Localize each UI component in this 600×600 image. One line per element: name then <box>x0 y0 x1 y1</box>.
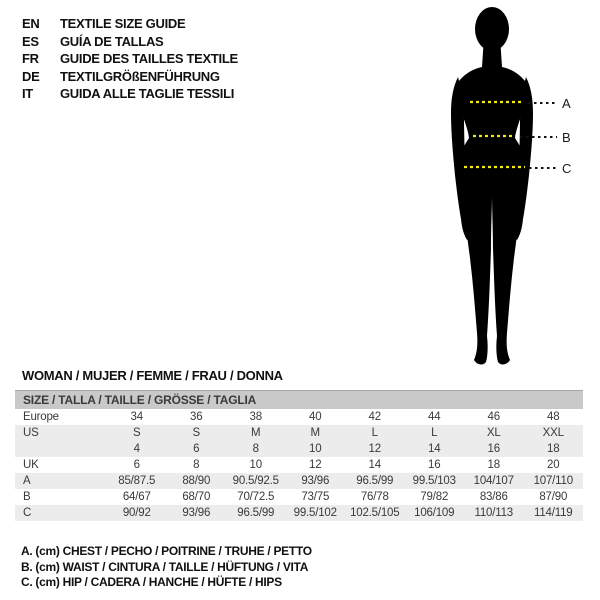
row-label: A <box>23 475 31 487</box>
size-cell: 93/96 <box>301 475 330 487</box>
size-cell: S <box>192 427 200 439</box>
size-cell: 90.5/92.5 <box>232 475 279 487</box>
language-code: IT <box>22 86 33 101</box>
table-row <box>15 505 583 521</box>
size-cell: 10 <box>309 443 322 455</box>
size-cell: S <box>133 427 141 439</box>
size-cell: 14 <box>428 443 441 455</box>
woman-silhouette <box>451 7 533 364</box>
language-row <box>22 85 238 103</box>
legend-item: A. (cm) CHEST / PECHO / POITRINE / TRUHE / PETTO <box>21 544 312 558</box>
language-row <box>22 50 238 68</box>
row-label: Europe <box>23 411 59 423</box>
size-cell: 90/92 <box>122 507 151 519</box>
size-cell: 99.5/102 <box>293 507 337 519</box>
size-cell: 36 <box>190 411 203 423</box>
table-row <box>15 489 583 505</box>
size-cell: 12 <box>368 443 381 455</box>
size-cell: L <box>371 427 378 439</box>
size-cell: 68/70 <box>182 491 211 503</box>
size-table-body <box>15 409 583 521</box>
size-table <box>15 390 583 521</box>
woman-silhouette-figure <box>420 3 585 373</box>
size-cell: 73/75 <box>301 491 330 503</box>
row-label: US <box>23 427 39 439</box>
size-cell: 34 <box>130 411 143 423</box>
size-cell: 96.5/99 <box>237 507 275 519</box>
size-cell: 85/87.5 <box>118 475 156 487</box>
size-cell: 4 <box>133 443 140 455</box>
size-cell: 110/113 <box>474 507 513 519</box>
language-title: TEXTILGRÖßENFÜHRUNG <box>60 68 220 84</box>
table-row <box>15 473 583 489</box>
table-row <box>15 409 583 425</box>
size-cell: 79/82 <box>420 491 449 503</box>
size-cell: 18 <box>487 459 500 471</box>
size-cell: 106/109 <box>414 507 455 519</box>
row-label: B <box>23 491 31 503</box>
size-cell: 114/119 <box>534 507 573 519</box>
size-cell: 46 <box>487 411 500 423</box>
table-row <box>15 457 583 473</box>
size-cell: 104/107 <box>473 475 514 487</box>
legend-item: C. (cm) HIP / CADERA / HANCHE / HÜFTE / HIPS <box>21 575 282 590</box>
size-cell: 76/78 <box>360 491 389 503</box>
size-cell: 6 <box>133 459 140 471</box>
size-cell: 44 <box>428 411 441 423</box>
language-title: GUÍA DE TALLAS <box>60 33 164 49</box>
size-cell: 6 <box>193 443 200 455</box>
size-cell: 42 <box>368 411 381 423</box>
measurement-legend <box>21 544 312 591</box>
chest-label: A <box>562 96 571 111</box>
table-row <box>15 425 583 441</box>
size-cell: 10 <box>249 459 262 471</box>
language-code: EN <box>22 16 40 31</box>
row-label <box>15 441 107 457</box>
size-cell: 107/110 <box>533 475 573 487</box>
size-cell: 70/72.5 <box>237 491 275 503</box>
table-row <box>15 441 583 457</box>
size-cell: L <box>431 427 438 439</box>
gender-heading: WOMAN / MUJER / FEMME / FRAU / DONNA <box>22 368 283 383</box>
row-label: UK <box>23 459 39 471</box>
language-list <box>22 15 238 103</box>
size-cell: 99.5/103 <box>412 475 456 487</box>
size-cell: 96.5/99 <box>356 475 394 487</box>
size-cell: 16 <box>428 459 441 471</box>
size-cell: 93/96 <box>182 507 211 519</box>
size-cell: 87/90 <box>539 491 568 503</box>
size-table-grid <box>15 409 583 521</box>
size-table-header: SIZE / TALLA / TAILLE / GRÖSSE / TAGLIA <box>15 390 583 409</box>
legend-item: B. (cm) WAIST / CINTURA / TAILLE / HÜFTUNG / VITA <box>21 559 309 574</box>
language-row <box>22 68 238 86</box>
language-title: GUIDE DES TAILLES TEXTILE <box>60 51 238 66</box>
size-cell: XXL <box>542 427 564 439</box>
size-cell: 8 <box>252 443 259 455</box>
language-code: FR <box>22 51 39 66</box>
size-cell: 64/67 <box>122 491 151 503</box>
size-cell: 40 <box>309 411 322 423</box>
size-cell: 14 <box>368 459 381 471</box>
size-cell: 8 <box>193 459 200 471</box>
size-cell: M <box>310 427 320 439</box>
row-label: C <box>23 507 32 519</box>
language-row <box>22 15 238 33</box>
size-cell: 38 <box>249 411 262 423</box>
language-row <box>22 33 238 51</box>
size-cell: 18 <box>547 443 560 455</box>
size-cell: XL <box>486 427 501 439</box>
size-cell: 20 <box>547 459 560 471</box>
size-cell: 102.5/105 <box>350 507 400 519</box>
waist-label: B <box>562 130 571 145</box>
size-cell: 83/86 <box>479 491 508 503</box>
language-code: ES <box>22 33 39 49</box>
size-cell: 88/90 <box>182 475 211 487</box>
size-cell: 48 <box>547 411 560 423</box>
hip-label: C <box>562 161 572 176</box>
language-code: DE <box>22 68 40 84</box>
language-title: TEXTILE SIZE GUIDE <box>60 16 186 31</box>
size-cell: 12 <box>309 459 322 471</box>
language-title: GUIDA ALLE TAGLIE TESSILI <box>60 86 235 101</box>
size-cell: 16 <box>487 443 500 455</box>
size-cell: M <box>251 427 261 439</box>
